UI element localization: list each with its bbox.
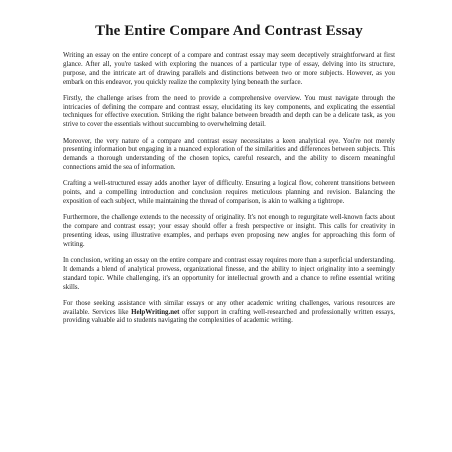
resources-text-before: For those seeking assistance with similar essays or any other academic writing challenges, various resources are available. Services like — [63, 299, 395, 316]
paragraph-originality: Furthermore, the challenge extends to the necessity of originality. It's not enough to regurgitate well-known facts about the compare and contrast essay; your essay should offer a fresh perspective or insight. This calls for creativity in presenting ideas, using illustrative examples, and perhaps even proposing new angles for approaching this form of writing. — [63, 214, 395, 248]
paragraph-intro: Writing an essay on the entire concept of a compare and contrast essay may seem deceptively straightforward at first glance. After all, you're tasked with exploring the nuances of a particular type of essay, delving into its structure, purpose, and the intricate art of drawing parallels and distinctions between two or more subjects. However, as you embark on this endeavor, you quickly realize the complexity lying beneath the surface. — [63, 52, 395, 86]
helpwriting-link: HelpWriting.net — [131, 308, 180, 316]
paragraph-structure: Crafting a well-structured essay adds another layer of difficulty. Ensuring a logical flow, coherent transitions between points, and a compelling introduction and conclusion requires meticulous planning and revision. Balancing the exposition of each subject, while maintaining the thread of comparison, is akin to walking a tightrope. — [63, 180, 395, 205]
resources-text-after: offer support in crafting well-researched and professionally written essays, providing valuable aid to students navigating the complexities of academic writing. — [63, 308, 396, 325]
essay-title: The Entire Compare And Contrast Essay — [95, 23, 363, 39]
essay-page — [63, 22, 395, 334]
paragraph-overview: Firstly, the challenge arises from the need to provide a comprehensive overview. You must navigate through the intricacies of defining the compare and contrast essay, elucidating its key components, and explicating the essential techniques for effective execution. Striking the right balance between breadth and depth can be a delicate task, as you strive to cover the essentials without succumbing to overwhelming detail. — [63, 94, 395, 129]
paragraph-analysis: Moreover, the very nature of a compare and contrast essay necessitates a keen analytical eye. You're not merely presenting information but engaging in a nuanced exploration of the similarities and differences between subjects. This demands a thorough understanding of the chosen topics, careful research, and the ability to discern meaningful connections amid the sea of information. — [63, 137, 395, 172]
paragraph-conclusion: In conclusion, writing an essay on the entire compare and contrast essay requires more than a superficial understanding. It demands a blend of analytical prowess, organizational finesse, and the ability to inject originality into a seemingly standard topic. While challenging, it's an opportunity for intellectual growth and a chance to refine essential writing skills. — [63, 256, 395, 291]
paragraph-resources — [63, 300, 395, 327]
